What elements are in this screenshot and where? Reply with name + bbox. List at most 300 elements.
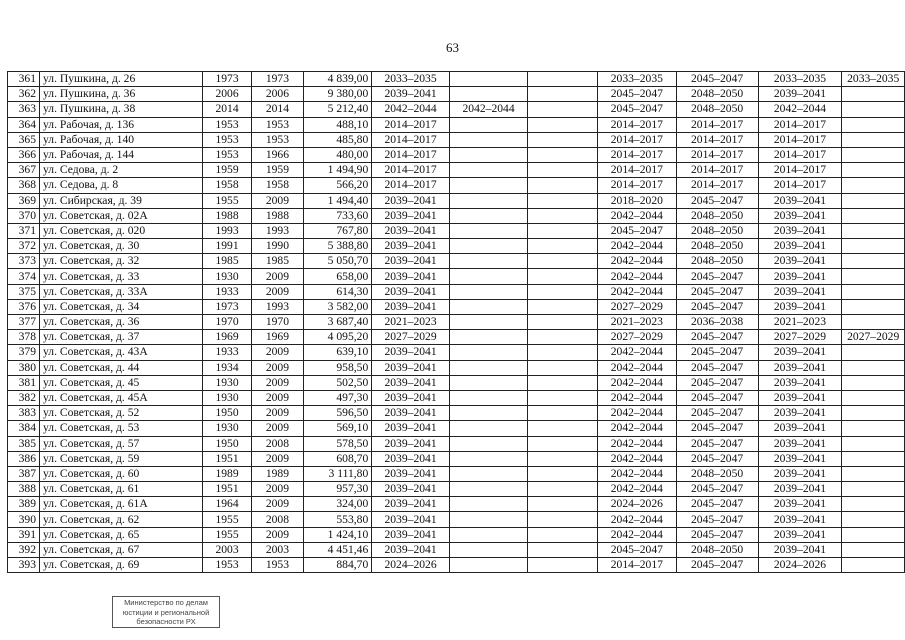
- period-cell: 2039–2041: [758, 193, 842, 208]
- reconstruction-year-cell: 2009: [251, 193, 303, 208]
- period-cell: 2039–2041: [372, 527, 450, 542]
- reconstruction-year-cell: 1985: [251, 254, 303, 269]
- address-cell: ул. Советская, д. 020: [40, 223, 203, 238]
- build-year-cell: 1958: [203, 178, 252, 193]
- period-cell: 2042–2044: [598, 284, 676, 299]
- period-cell: 2036–2038: [676, 315, 758, 330]
- reconstruction-year-cell: 1958: [251, 178, 303, 193]
- row-number-cell: 374: [8, 269, 40, 284]
- build-year-cell: 1953: [203, 558, 252, 573]
- period-cell: 2042–2044: [598, 239, 676, 254]
- period-cell: 2042–2044: [598, 512, 676, 527]
- period-cell: [449, 345, 527, 360]
- build-year-cell: 2003: [203, 542, 252, 557]
- period-cell: [842, 360, 905, 375]
- build-year-cell: 1953: [203, 147, 252, 162]
- table-row: [8, 299, 905, 314]
- area-cell: 485,80: [303, 132, 371, 147]
- build-year-cell: 1953: [203, 117, 252, 132]
- area-cell: 608,70: [303, 451, 371, 466]
- area-cell: 5 388,80: [303, 239, 371, 254]
- period-cell: [449, 497, 527, 512]
- period-cell: 2042–2044: [598, 436, 676, 451]
- row-number-cell: 380: [8, 360, 40, 375]
- reconstruction-year-cell: 1953: [251, 117, 303, 132]
- area-cell: 3 111,80: [303, 466, 371, 481]
- period-cell: 2027–2029: [598, 299, 676, 314]
- table-row: [8, 436, 905, 451]
- period-cell: 2042–2044: [598, 421, 676, 436]
- period-cell: 2045–2047: [676, 558, 758, 573]
- period-cell: 2021–2023: [372, 315, 450, 330]
- row-number-cell: 364: [8, 117, 40, 132]
- row-number-cell: 385: [8, 436, 40, 451]
- period-cell: [528, 269, 598, 284]
- period-cell: 2045–2047: [676, 512, 758, 527]
- address-cell: ул. Советская, д. 65: [40, 527, 203, 542]
- address-cell: ул. Советская, д. 45: [40, 375, 203, 390]
- period-cell: 2042–2044: [598, 527, 676, 542]
- period-cell: 2039–2041: [758, 390, 842, 405]
- period-cell: 2042–2044: [598, 466, 676, 481]
- period-cell: 2045–2047: [676, 527, 758, 542]
- period-cell: 2042–2044: [449, 102, 527, 117]
- build-year-cell: 1991: [203, 239, 252, 254]
- period-cell: [842, 102, 905, 117]
- period-cell: 2014–2017: [676, 117, 758, 132]
- reconstruction-year-cell: 2009: [251, 345, 303, 360]
- period-cell: 2039–2041: [372, 269, 450, 284]
- area-cell: 9 380,00: [303, 87, 371, 102]
- row-number-cell: 383: [8, 406, 40, 421]
- row-number-cell: 361: [8, 72, 40, 87]
- period-cell: 2048–2050: [676, 87, 758, 102]
- period-cell: 2014–2017: [758, 178, 842, 193]
- period-cell: [528, 345, 598, 360]
- period-cell: [528, 542, 598, 557]
- row-number-cell: 363: [8, 102, 40, 117]
- period-cell: [842, 208, 905, 223]
- table-row: [8, 451, 905, 466]
- row-number-cell: 370: [8, 208, 40, 223]
- address-cell: ул. Советская, д. 45А: [40, 390, 203, 405]
- area-cell: 1 494,40: [303, 193, 371, 208]
- address-cell: ул. Советская, д. 57: [40, 436, 203, 451]
- period-cell: 2039–2041: [372, 360, 450, 375]
- reconstruction-year-cell: 1969: [251, 330, 303, 345]
- period-cell: [528, 482, 598, 497]
- area-cell: 4 095,20: [303, 330, 371, 345]
- row-number-cell: 386: [8, 451, 40, 466]
- table-row: [8, 269, 905, 284]
- build-year-cell: 1973: [203, 299, 252, 314]
- build-year-cell: 1989: [203, 466, 252, 481]
- row-number-cell: 390: [8, 512, 40, 527]
- period-cell: [842, 436, 905, 451]
- period-cell: 2014–2017: [372, 147, 450, 162]
- table-row: [8, 497, 905, 512]
- table-row: [8, 178, 905, 193]
- reconstruction-year-cell: 1993: [251, 223, 303, 238]
- build-year-cell: 1953: [203, 132, 252, 147]
- period-cell: 2045–2047: [676, 436, 758, 451]
- period-cell: 2048–2050: [676, 254, 758, 269]
- period-cell: 2027–2029: [758, 330, 842, 345]
- period-cell: [842, 527, 905, 542]
- build-year-cell: 1934: [203, 360, 252, 375]
- reconstruction-year-cell: 2003: [251, 542, 303, 557]
- period-cell: [449, 223, 527, 238]
- period-cell: [842, 542, 905, 557]
- area-cell: 502,50: [303, 375, 371, 390]
- build-year-cell: 2014: [203, 102, 252, 117]
- address-cell: ул. Советская, д. 60: [40, 466, 203, 481]
- area-cell: 958,50: [303, 360, 371, 375]
- reconstruction-year-cell: 2009: [251, 497, 303, 512]
- period-cell: 2039–2041: [758, 299, 842, 314]
- address-cell: ул. Советская, д. 62: [40, 512, 203, 527]
- period-cell: 2039–2041: [372, 497, 450, 512]
- build-year-cell: 2006: [203, 87, 252, 102]
- period-cell: [449, 482, 527, 497]
- build-year-cell: 1969: [203, 330, 252, 345]
- period-cell: [449, 72, 527, 87]
- address-cell: ул. Советская, д. 33: [40, 269, 203, 284]
- period-cell: [449, 421, 527, 436]
- reconstruction-year-cell: 1973: [251, 72, 303, 87]
- period-cell: [842, 223, 905, 238]
- period-cell: 2042–2044: [372, 102, 450, 117]
- table-row: [8, 239, 905, 254]
- period-cell: [528, 87, 598, 102]
- period-cell: 2045–2047: [598, 542, 676, 557]
- address-cell: ул. Пушкина, д. 26: [40, 72, 203, 87]
- reconstruction-year-cell: 2008: [251, 436, 303, 451]
- row-number-cell: 365: [8, 132, 40, 147]
- area-cell: 1 424,10: [303, 527, 371, 542]
- period-cell: 2039–2041: [758, 360, 842, 375]
- period-cell: 2042–2044: [598, 390, 676, 405]
- period-cell: [449, 163, 527, 178]
- address-cell: ул. Рабочая, д. 140: [40, 132, 203, 147]
- build-year-cell: 1950: [203, 436, 252, 451]
- table-row: [8, 390, 905, 405]
- period-cell: [842, 375, 905, 390]
- period-cell: 2014–2017: [598, 178, 676, 193]
- period-cell: [842, 315, 905, 330]
- period-cell: [528, 360, 598, 375]
- period-cell: [528, 223, 598, 238]
- period-cell: [842, 147, 905, 162]
- period-cell: [449, 542, 527, 557]
- table-row: [8, 315, 905, 330]
- period-cell: 2014–2017: [598, 117, 676, 132]
- period-cell: [449, 406, 527, 421]
- table-row: [8, 360, 905, 375]
- address-cell: ул. Советская, д. 61А: [40, 497, 203, 512]
- period-cell: 2045–2047: [676, 497, 758, 512]
- period-cell: 2014–2017: [758, 147, 842, 162]
- period-cell: [528, 117, 598, 132]
- period-cell: 2039–2041: [372, 406, 450, 421]
- period-cell: 2021–2023: [598, 315, 676, 330]
- period-cell: 2039–2041: [758, 406, 842, 421]
- period-cell: 2021–2023: [758, 315, 842, 330]
- period-cell: [449, 208, 527, 223]
- build-year-cell: 1964: [203, 497, 252, 512]
- reconstruction-year-cell: 2009: [251, 284, 303, 299]
- table-row: [8, 330, 905, 345]
- area-cell: 497,30: [303, 390, 371, 405]
- reconstruction-year-cell: 1993: [251, 299, 303, 314]
- table-row: [8, 102, 905, 117]
- address-cell: ул. Пушкина, д. 36: [40, 87, 203, 102]
- period-cell: 2014–2017: [598, 132, 676, 147]
- period-cell: 2024–2026: [758, 558, 842, 573]
- period-cell: 2042–2044: [598, 269, 676, 284]
- period-cell: 2039–2041: [758, 466, 842, 481]
- period-cell: 2048–2050: [676, 223, 758, 238]
- period-cell: 2039–2041: [372, 421, 450, 436]
- address-cell: ул. Рабочая, д. 136: [40, 117, 203, 132]
- build-year-cell: 1955: [203, 527, 252, 542]
- period-cell: 2039–2041: [758, 436, 842, 451]
- period-cell: [449, 390, 527, 405]
- table-row: [8, 193, 905, 208]
- build-year-cell: 1955: [203, 193, 252, 208]
- period-cell: 2033–2035: [842, 72, 905, 87]
- period-cell: 2039–2041: [758, 254, 842, 269]
- area-cell: 553,80: [303, 512, 371, 527]
- period-cell: [842, 299, 905, 314]
- period-cell: 2042–2044: [598, 375, 676, 390]
- stamp-line: Министерство по делам: [124, 598, 208, 607]
- build-year-cell: 1951: [203, 451, 252, 466]
- period-cell: 2033–2035: [758, 72, 842, 87]
- ministry-stamp: [112, 596, 220, 628]
- table-row: [8, 117, 905, 132]
- period-cell: 2014–2017: [758, 132, 842, 147]
- period-cell: 2039–2041: [372, 239, 450, 254]
- period-cell: 2048–2050: [676, 239, 758, 254]
- table-row: [8, 254, 905, 269]
- period-cell: 2045–2047: [676, 390, 758, 405]
- reconstruction-year-cell: 2014: [251, 102, 303, 117]
- address-cell: ул. Советская, д. 37: [40, 330, 203, 345]
- period-cell: 2048–2050: [676, 466, 758, 481]
- period-cell: [528, 421, 598, 436]
- period-cell: [449, 299, 527, 314]
- period-cell: 2018–2020: [598, 193, 676, 208]
- period-cell: [449, 512, 527, 527]
- period-cell: 2039–2041: [372, 512, 450, 527]
- address-cell: ул. Советская, д. 69: [40, 558, 203, 573]
- period-cell: [528, 512, 598, 527]
- period-cell: 2039–2041: [758, 239, 842, 254]
- build-year-cell: 1993: [203, 223, 252, 238]
- period-cell: [449, 284, 527, 299]
- row-number-cell: 372: [8, 239, 40, 254]
- row-number-cell: 375: [8, 284, 40, 299]
- period-cell: 2045–2047: [598, 223, 676, 238]
- build-year-cell: 1970: [203, 315, 252, 330]
- period-cell: 2039–2041: [372, 482, 450, 497]
- period-cell: 2039–2041: [372, 375, 450, 390]
- period-cell: [528, 163, 598, 178]
- build-year-cell: 1988: [203, 208, 252, 223]
- area-cell: 733,60: [303, 208, 371, 223]
- period-cell: 2039–2041: [758, 223, 842, 238]
- table-row: [8, 87, 905, 102]
- page-number: 63: [446, 40, 459, 55]
- period-cell: 2014–2017: [758, 163, 842, 178]
- table-row: [8, 163, 905, 178]
- address-cell: ул. Советская, д. 43А: [40, 345, 203, 360]
- build-year-cell: 1930: [203, 375, 252, 390]
- table-row: [8, 527, 905, 542]
- period-cell: [449, 330, 527, 345]
- period-cell: 2042–2044: [598, 451, 676, 466]
- period-cell: [842, 193, 905, 208]
- period-cell: 2039–2041: [758, 497, 842, 512]
- reconstruction-year-cell: 1959: [251, 163, 303, 178]
- period-cell: [842, 466, 905, 481]
- table-row: [8, 421, 905, 436]
- period-cell: 2039–2041: [372, 299, 450, 314]
- area-cell: 884,70: [303, 558, 371, 573]
- address-cell: ул. Советская, д. 52: [40, 406, 203, 421]
- period-cell: [842, 451, 905, 466]
- period-cell: [528, 102, 598, 117]
- period-cell: 2039–2041: [372, 208, 450, 223]
- period-cell: 2042–2044: [598, 406, 676, 421]
- row-number-cell: 378: [8, 330, 40, 345]
- area-cell: 767,80: [303, 223, 371, 238]
- period-cell: [528, 147, 598, 162]
- period-cell: 2024–2026: [598, 497, 676, 512]
- period-cell: [842, 87, 905, 102]
- row-number-cell: 373: [8, 254, 40, 269]
- period-cell: 2045–2047: [676, 299, 758, 314]
- row-number-cell: 371: [8, 223, 40, 238]
- period-cell: [842, 406, 905, 421]
- reconstruction-year-cell: 2009: [251, 527, 303, 542]
- table-row: [8, 132, 905, 147]
- period-cell: [842, 512, 905, 527]
- period-cell: 2039–2041: [758, 269, 842, 284]
- period-cell: [842, 558, 905, 573]
- period-cell: 2039–2041: [372, 542, 450, 557]
- period-cell: 2014–2017: [372, 117, 450, 132]
- table-row: [8, 223, 905, 238]
- period-cell: 2014–2017: [598, 558, 676, 573]
- stamp-line: юстиции и региональной: [122, 607, 210, 617]
- period-cell: 2039–2041: [758, 345, 842, 360]
- address-cell: ул. Седова, д. 2: [40, 163, 203, 178]
- area-cell: 5 050,70: [303, 254, 371, 269]
- table-body: [8, 72, 905, 573]
- period-cell: 2014–2017: [372, 132, 450, 147]
- address-cell: ул. Советская, д. 34: [40, 299, 203, 314]
- period-cell: [449, 451, 527, 466]
- period-cell: 2014–2017: [758, 117, 842, 132]
- period-cell: 2014–2017: [372, 163, 450, 178]
- period-cell: [528, 299, 598, 314]
- area-cell: 3 582,00: [303, 299, 371, 314]
- period-cell: 2045–2047: [676, 406, 758, 421]
- period-cell: [528, 284, 598, 299]
- period-cell: 2039–2041: [758, 421, 842, 436]
- area-cell: 1 494,90: [303, 163, 371, 178]
- period-cell: [842, 482, 905, 497]
- row-number-cell: 362: [8, 87, 40, 102]
- period-cell: [528, 132, 598, 147]
- period-cell: 2048–2050: [676, 102, 758, 117]
- reconstruction-year-cell: 2008: [251, 512, 303, 527]
- row-number-cell: 367: [8, 163, 40, 178]
- area-cell: 5 212,40: [303, 102, 371, 117]
- address-cell: ул. Советская, д. 44: [40, 360, 203, 375]
- period-cell: [449, 117, 527, 132]
- period-cell: 2014–2017: [676, 178, 758, 193]
- reconstruction-year-cell: 1990: [251, 239, 303, 254]
- period-cell: [449, 527, 527, 542]
- period-cell: 2045–2047: [676, 360, 758, 375]
- address-cell: ул. Советская, д. 67: [40, 542, 203, 557]
- address-cell: ул. Сибирская, д. 39: [40, 193, 203, 208]
- address-cell: ул. Седова, д. 8: [40, 178, 203, 193]
- area-cell: 566,20: [303, 178, 371, 193]
- build-year-cell: 1933: [203, 284, 252, 299]
- period-cell: [842, 284, 905, 299]
- row-number-cell: 388: [8, 482, 40, 497]
- reconstruction-year-cell: 2009: [251, 269, 303, 284]
- area-cell: 4 839,00: [303, 72, 371, 87]
- table-row: [8, 375, 905, 390]
- build-year-cell: 1930: [203, 421, 252, 436]
- period-cell: [528, 466, 598, 481]
- table-row: [8, 466, 905, 481]
- period-cell: [449, 193, 527, 208]
- area-cell: 3 687,40: [303, 315, 371, 330]
- period-cell: 2039–2041: [372, 193, 450, 208]
- period-cell: 2045–2047: [676, 421, 758, 436]
- period-cell: [449, 360, 527, 375]
- row-number-cell: 393: [8, 558, 40, 573]
- period-cell: [528, 406, 598, 421]
- build-year-cell: 1950: [203, 406, 252, 421]
- area-cell: 596,50: [303, 406, 371, 421]
- period-cell: [842, 117, 905, 132]
- period-cell: 2042–2044: [598, 360, 676, 375]
- period-cell: 2039–2041: [758, 482, 842, 497]
- period-cell: [449, 558, 527, 573]
- period-cell: [842, 390, 905, 405]
- area-cell: 569,10: [303, 421, 371, 436]
- period-cell: [528, 239, 598, 254]
- period-cell: 2045–2047: [676, 72, 758, 87]
- period-cell: 2024–2026: [372, 558, 450, 573]
- period-cell: 2039–2041: [372, 223, 450, 238]
- table-row: [8, 345, 905, 360]
- period-cell: [842, 269, 905, 284]
- row-number-cell: 384: [8, 421, 40, 436]
- reconstruction-year-cell: 1953: [251, 132, 303, 147]
- table-row: [8, 406, 905, 421]
- stamp-line: безопасности РХ: [136, 617, 196, 626]
- address-cell: ул. Советская, д. 36: [40, 315, 203, 330]
- table-row: [8, 208, 905, 223]
